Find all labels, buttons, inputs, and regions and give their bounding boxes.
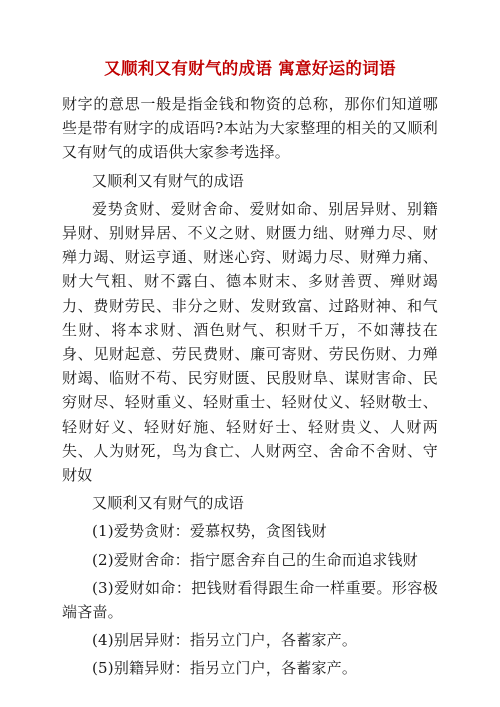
definition-item: (1)爱势贪财：爱慕权势，贪图钱财 <box>92 522 327 541</box>
definition-item: (5)别籍异财：指另立门户，各蓄家产。 <box>92 659 358 678</box>
idiom-list-paragraph: 爱势贪财、爱财舍命、爱财如命、别居异财、别籍异财、别财异居、不义之财、财匮力绌、财殚力尽、财殚力竭、财运亨通、财迷心窍、财竭力尽、财殚力痛、财大气粗、财不露白、德本财末、多财善贾、殚财竭力、费财劳民、非分之财、发财致富、过路财神、和气生财、将本求财、酒色财气、积财千万，不如薄技在身、见财起意、劳民费财、廉可寄财、劳民伤财、力殚财竭、临财不苟、民穷财匮、民殷财阜、谋财害命、民穷财尽、轻财重义、轻财重士、轻财仗义、轻财敬士、轻财好义、轻财好施、轻财好士、轻财贵义、人财两失、人为财死，鸟为食亡、人财两空、舍命不舍财、守财奴 <box>62 199 438 485</box>
section-heading-2: 又顺利又有财气的成语 <box>92 494 245 513</box>
document-title: 又顺利又有财气的成语 寓意好运的词语 <box>104 59 396 78</box>
section-heading-1: 又顺利又有财气的成语 <box>92 171 245 190</box>
definition-item: (4)别居异财：指另立门户，各蓄家产。 <box>92 631 358 650</box>
intro-paragraph: 财字的意思一般是指金钱和物资的总称，那你们知道哪些是带有财字的成语吗?本站为大家整理的相关的又顺利又有财气的成语供大家参考选择。 <box>62 95 438 162</box>
definition-item: (3)爱财如命：把钱财看得跟生命一样重要。形容极端吝啬。 <box>62 578 438 622</box>
definition-item: (2)爱财舍命：指宁愿舍弃自己的生命而追求钱财 <box>92 550 418 569</box>
